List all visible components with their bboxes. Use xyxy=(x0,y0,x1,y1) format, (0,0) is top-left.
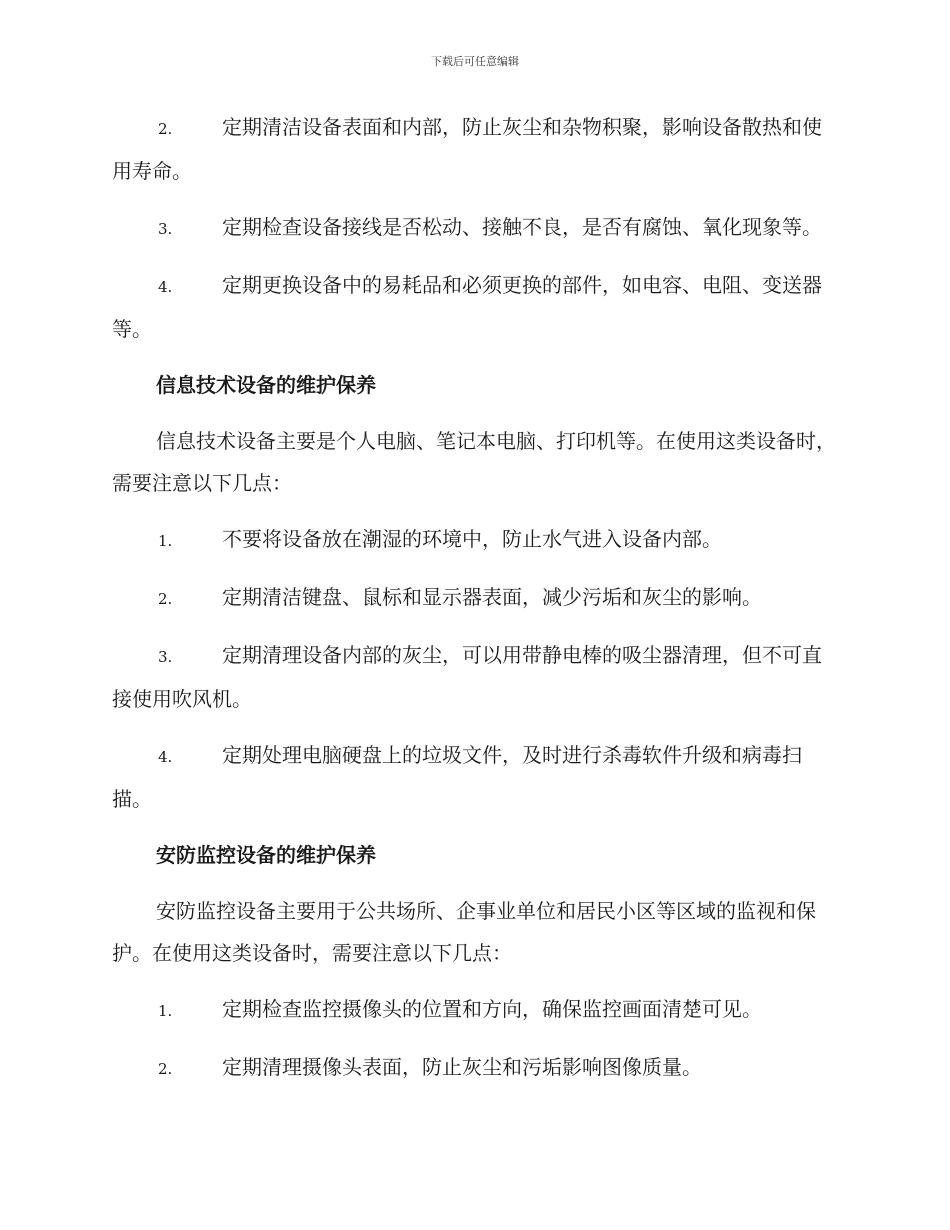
section-intro-it-equipment: 信息技术设备主要是个人电脑、笔记本电脑、打印机等。在使用这类设备时，需要注意以下几点： xyxy=(112,429,836,495)
section-heading-security-monitoring: 安防监控设备的维护保养 xyxy=(156,843,376,867)
list-item-text: 定期清理摄像头表面，防止灰尘和污垢影响图像质量。 xyxy=(222,1055,702,1079)
list-number: 4. xyxy=(158,748,173,766)
section-heading-it-equipment: 信息技术设备的维护保养 xyxy=(156,373,376,397)
list-number: 4. xyxy=(158,278,173,296)
list-number: 2. xyxy=(158,590,173,608)
list-item xyxy=(112,264,836,350)
list-number: 2. xyxy=(158,120,173,138)
list-item xyxy=(112,734,836,820)
list-item-text: 不要将设备放在潮湿的环境中，防止水气进入设备内部。 xyxy=(222,527,722,551)
list-item-text: 定期清理设备内部的灰尘，可以用带静电棒的吸尘器清理，但不可直接使用吹风机。 xyxy=(112,643,822,711)
list-item xyxy=(112,988,836,1032)
list-item xyxy=(112,518,836,562)
list-number: 3. xyxy=(158,220,173,238)
list-item-text: 定期处理电脑硬盘上的垃圾文件，及时进行杀毒软件升级和病毒扫描。 xyxy=(112,743,802,811)
list-item xyxy=(112,576,836,620)
list-item-text: 定期清洁键盘、鼠标和显示器表面，减少污垢和灰尘的影响。 xyxy=(222,585,762,609)
list-item-text: 定期检查设备接线是否松动、接触不良，是否有腐蚀、氧化现象等。 xyxy=(222,215,822,239)
list-number: 3. xyxy=(158,648,173,666)
list-item-text: 定期更换设备中的易耗品和必须更换的部件，如电容、电阻、变送器等。 xyxy=(112,273,822,341)
list-item xyxy=(112,634,836,720)
list-item-text: 定期清洁设备表面和内部，防止灰尘和杂物积聚，影响设备散热和使用寿命。 xyxy=(112,115,822,183)
list-item xyxy=(112,206,836,250)
list-number: 1. xyxy=(158,1002,173,1020)
document-body xyxy=(112,106,836,1104)
list-item-text: 定期检查监控摄像头的位置和方向，确保监控画面清楚可见。 xyxy=(222,997,762,1021)
list-number: 2. xyxy=(158,1060,173,1078)
list-item xyxy=(112,106,836,192)
list-number: 1. xyxy=(158,532,173,550)
section-intro-security-monitoring: 安防监控设备主要用于公共场所、企事业单位和居民小区等区域的监视和保护。在使用这类设备时，需要注意以下几点： xyxy=(112,899,816,965)
page-header: 下载后可任意编辑 xyxy=(431,55,519,68)
list-item xyxy=(112,1046,836,1090)
